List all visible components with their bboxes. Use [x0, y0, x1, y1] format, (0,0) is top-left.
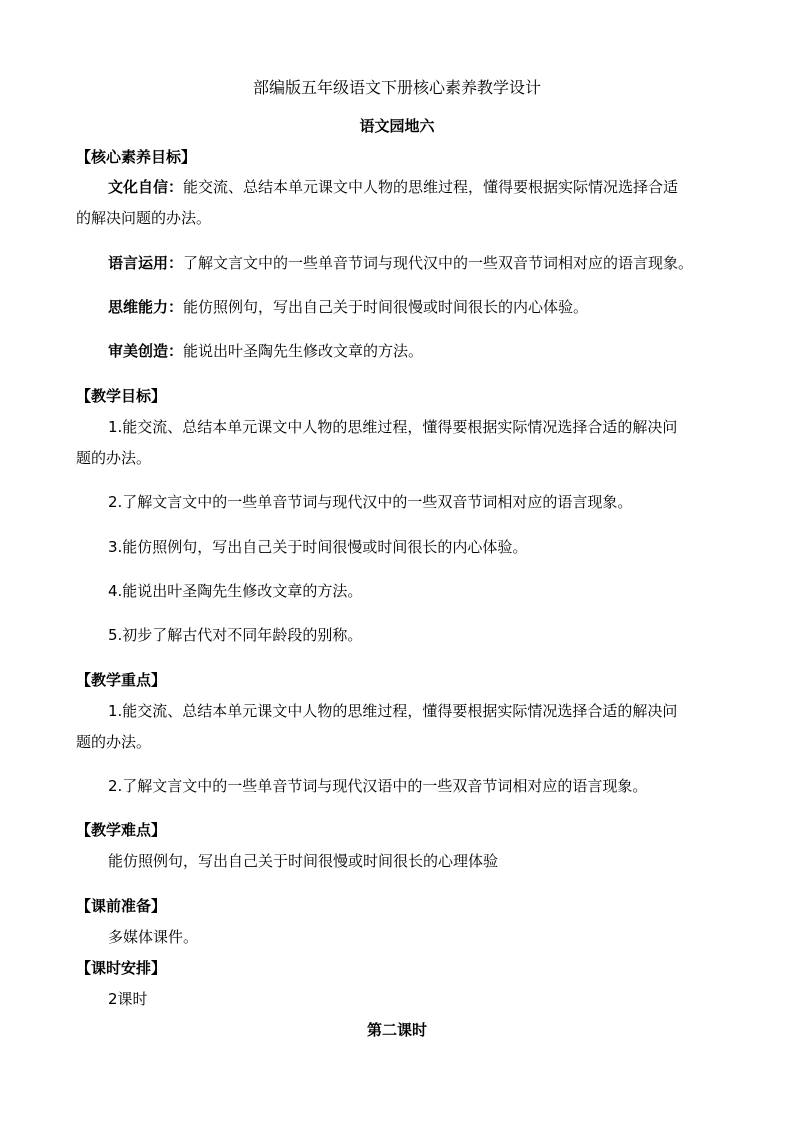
core-item-aesthetic — [108, 341, 423, 361]
goal-item-2: 2.了解文言文中的一些单音节词与现代汉中的一些双音节词相对应的语言现象。 — [108, 493, 633, 511]
section-heading-core: 【核心素养目标】 — [76, 148, 197, 166]
lesson-title: 第二课时 — [366, 1021, 427, 1039]
core-item-thinking — [108, 297, 588, 317]
goal-item-5: 5.初步了解古代对不同年龄段的别称。 — [108, 626, 363, 644]
key-item-2: 2.了解文言文中的一些单音节词与现代汉语中的一些双音节词相对应的语言现象。 — [108, 777, 648, 795]
core-item-label: 语言运用： — [108, 254, 184, 272]
core-item-text: 能仿照例句，写出自己关于时间很慢或时间很长的内心体验。 — [183, 298, 589, 316]
section-heading-prep: 【课前准备】 — [76, 897, 167, 915]
section-heading-key: 【教学重点】 — [76, 671, 167, 689]
document-subtitle: 语文园地六 — [359, 117, 435, 135]
goal-item-1: 1.能交流、总结本单元课文中人物的思维过程，懂得要根据实际情况选择合适的解决问 — [108, 418, 678, 436]
prep-text: 多媒体课件。 — [108, 928, 199, 946]
core-item-label: 文化自信： — [108, 178, 184, 196]
core-item-text: 能说出叶圣陶先生修改文章的方法。 — [183, 342, 424, 360]
goal-item-1-cont: 题的办法。 — [76, 449, 152, 467]
section-heading-schedule: 【课时安排】 — [76, 959, 167, 977]
schedule-text: 2课时 — [108, 990, 148, 1008]
core-item-text: 了解文言文中的一些单音节词与现代汉中的一些双音节词相对应的语言现象。 — [183, 254, 694, 272]
core-item-language — [108, 253, 693, 273]
document-title: 部编版五年级语文下册核心素养教学设计 — [252, 78, 541, 97]
difficult-text: 能仿照例句，写出自己关于时间很慢或时间很长的心理体验 — [108, 852, 499, 870]
section-heading-difficult: 【教学难点】 — [76, 821, 167, 839]
section-heading-goals: 【教学目标】 — [76, 387, 167, 405]
core-item-culture-cont: 的解决问题的办法。 — [76, 209, 212, 227]
core-item-culture — [108, 177, 678, 197]
goal-item-3: 3.能仿照例句，写出自己关于时间很慢或时间很长的内心体验。 — [108, 538, 528, 556]
goal-item-4: 4.能说出叶圣陶先生修改文章的方法。 — [108, 582, 363, 600]
core-item-label: 审美创造： — [108, 342, 184, 360]
core-item-text: 能交流、总结本单元课文中人物的思维过程，懂得要根据实际情况选择合适 — [183, 178, 679, 196]
key-item-1-cont: 题的办法。 — [76, 733, 152, 751]
core-item-label: 思维能力： — [108, 298, 184, 316]
key-item-1: 1.能交流、总结本单元课文中人物的思维过程，懂得要根据实际情况选择合适的解决问 — [108, 702, 678, 720]
